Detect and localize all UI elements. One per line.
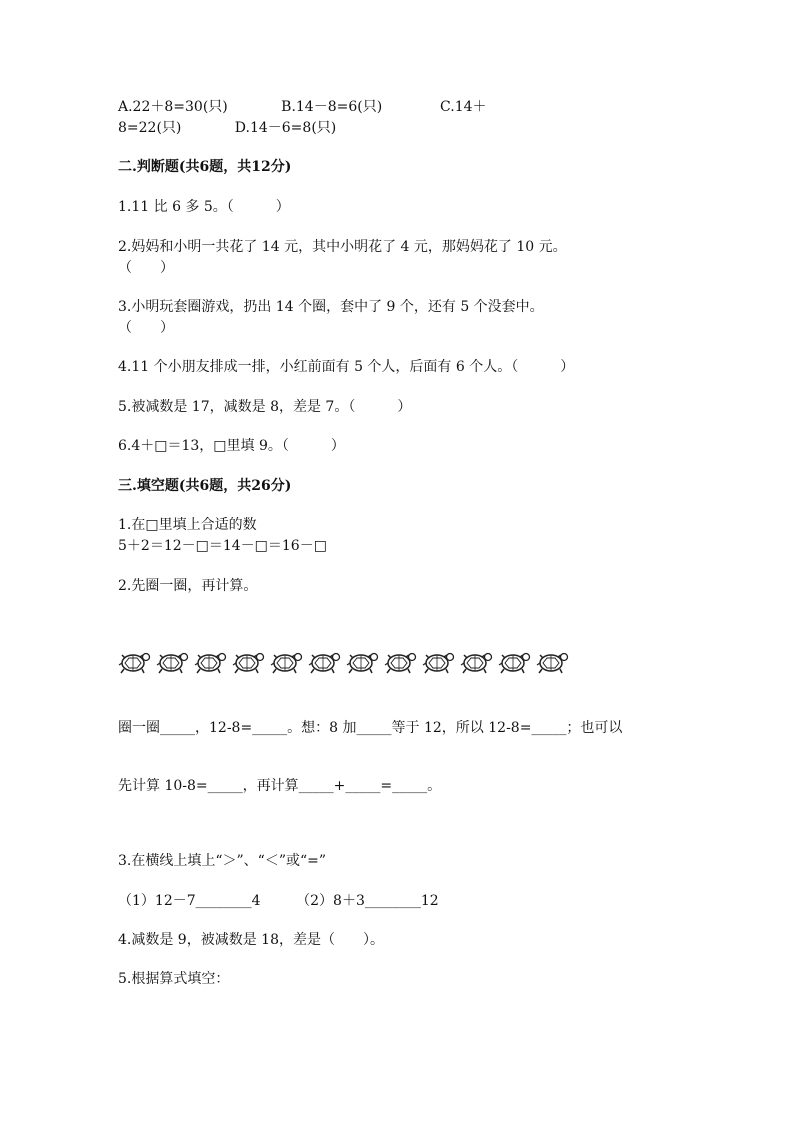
fill-q2-line1: 圈一圈_____，12-8=_____。想：8 加_____等于 12，所以 12-8=_____；也可以 (118, 720, 623, 736)
fill-q3-items: （1）12－7________4 （2）8＋3________12 (118, 893, 439, 909)
judge-q4: 4.11 个小朋友排成一排，小红前面有 5 个人，后面有 6 个人。（ ） (118, 359, 575, 375)
choices-line-2: 8=22(只) D.14－6=8(只) (118, 120, 337, 136)
turtle-icon (384, 646, 418, 676)
judge-q3: 3.小明玩套圈游戏，扔出 14 个圈，套中了 9 个，还有 5 个没套中。 (118, 299, 544, 315)
turtle-icon (460, 646, 494, 676)
turtle-icon (118, 646, 152, 676)
turtle-icon (270, 646, 304, 676)
turtle-icon (308, 646, 342, 676)
choices-line-1: A.22＋8=30(只) B.14－8=6(只) C.14＋ (118, 99, 487, 115)
fill-q1-equation: 5＋2＝12－□＝14－□＝16－□ (118, 538, 327, 554)
fill-q4: 4.减数是 9，被减数是 18，差是（ ）。 (118, 932, 384, 948)
turtle-icon (536, 646, 570, 676)
fill-q2-line2: 先计算 10-8=_____，再计算_____+_____=_____。 (118, 778, 442, 794)
fill-q2: 2.先圈一圈，再计算。 (118, 578, 258, 594)
turtle-icon (346, 646, 380, 676)
turtle-icon (194, 646, 228, 676)
turtle-icon (498, 646, 532, 676)
section2-title: 二.判断题(共6题，共12分) (118, 159, 292, 175)
judge-q2-bracket: （ ） (118, 260, 174, 276)
judge-q2: 2.妈妈和小明一共花了 14 元，其中小明花了 4 元，那妈妈花了 10 元。 (118, 239, 567, 255)
fill-q1: 1.在□里填上合适的数 (118, 517, 257, 533)
turtle-icon (156, 646, 190, 676)
judge-q1: 1.11 比 6 多 5。（ ） (118, 199, 290, 215)
judge-q3-bracket: （ ） (118, 320, 174, 336)
section3-title: 三.填空题(共6题，共26分) (118, 478, 292, 494)
judge-q6: 6.4＋□＝13，□里填 9。（ ） (118, 438, 345, 454)
turtle-row (118, 646, 570, 680)
turtle-icon (232, 646, 266, 676)
fill-q5: 5.根据算式填空： (118, 971, 230, 987)
fill-q3: 3.在横线上填上“＞”、“＜”或“=” (118, 853, 327, 869)
judge-q5: 5.被减数是 17，减数是 8，差是 7。（ ） (118, 399, 412, 415)
turtle-icon (422, 646, 456, 676)
